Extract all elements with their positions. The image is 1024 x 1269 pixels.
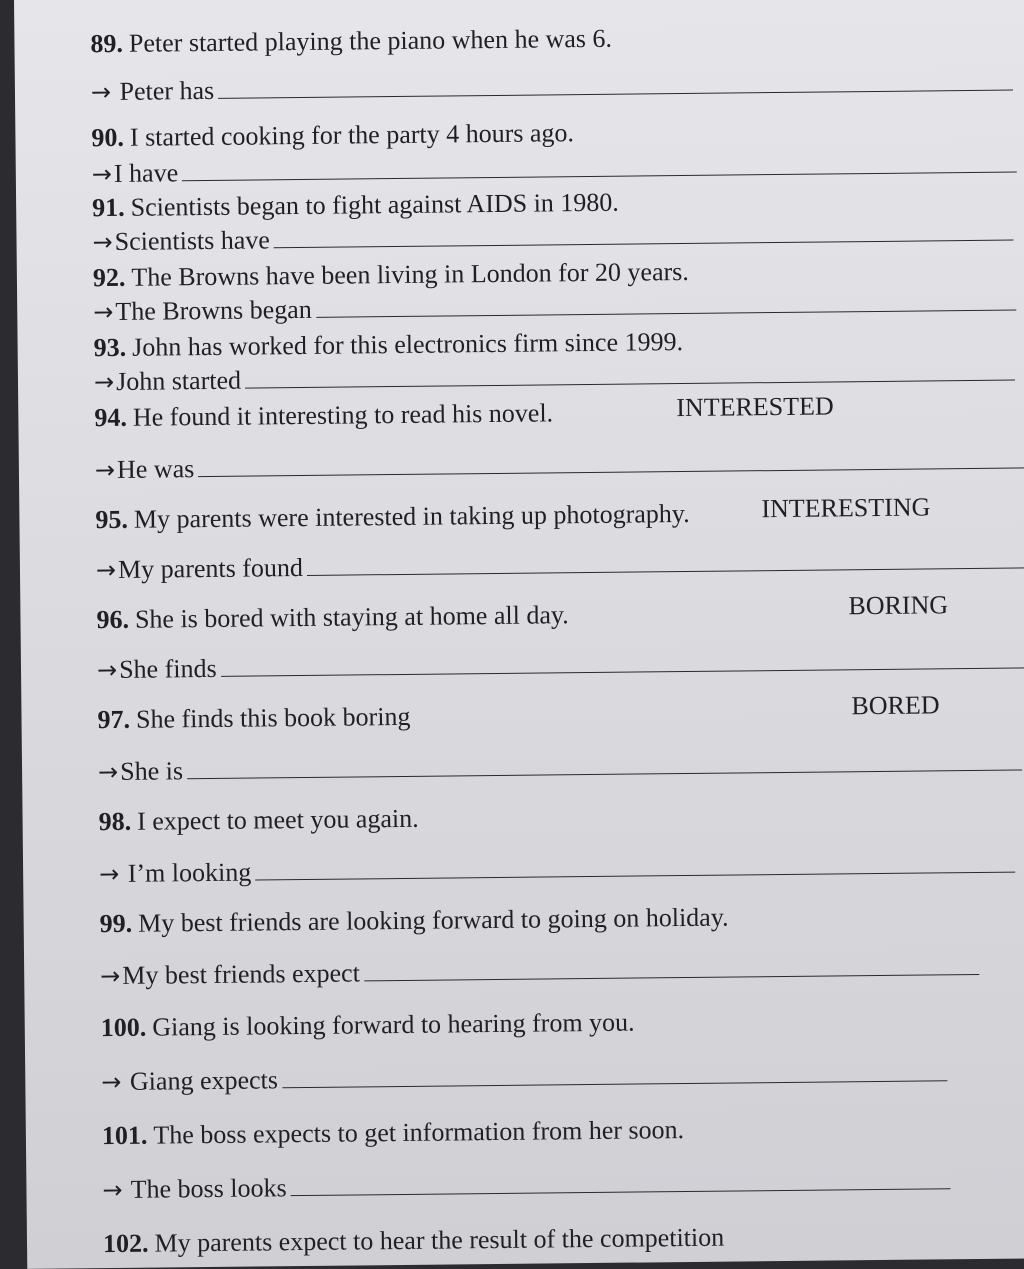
- exercise-92-sentence: 92. The Browns have been living in London for 20 years.: [92, 256, 689, 293]
- exercise-99-answer: →My best friends expect: [100, 952, 979, 991]
- exercise-97-sentence: 97. She finds this book boring: [97, 701, 411, 735]
- arrow-icon: →: [96, 655, 118, 685]
- answer-blank[interactable]: [187, 747, 1022, 779]
- exercise-90-answer: →I have: [92, 150, 1018, 190]
- exercise-97-answer: →She is: [98, 747, 1022, 787]
- answer-blank[interactable]: [364, 952, 979, 981]
- answer-blank[interactable]: [282, 1058, 947, 1088]
- exercise-97-keyword: BORED: [851, 690, 940, 721]
- arrow-icon: →: [102, 1175, 123, 1205]
- answer-blank[interactable]: [307, 545, 1024, 576]
- exercise-92-answer: →The Browns began: [93, 288, 1016, 328]
- answer-blank[interactable]: [182, 150, 1017, 182]
- exercise-90-sentence: 90. I started cooking for the party 4 hours ago.: [91, 118, 575, 153]
- exercise-96-answer: →She finds: [97, 645, 1024, 685]
- answer-blank[interactable]: [274, 218, 1014, 249]
- exercise-95-answer: →My parents found: [96, 545, 1024, 585]
- exercise-95-keyword: INTERESTING: [761, 492, 931, 524]
- answer-blank[interactable]: [255, 850, 1015, 881]
- exercise-94-keyword: INTERESTED: [676, 391, 834, 423]
- arrow-icon: →: [101, 1067, 122, 1097]
- arrow-icon: →: [95, 555, 117, 585]
- arrow-icon: →: [93, 297, 114, 327]
- arrow-icon: →: [99, 859, 120, 889]
- arrow-icon: →: [91, 159, 113, 189]
- exercise-98-sentence: 98. I expect to meet you again.: [98, 803, 419, 837]
- answer-blank[interactable]: [245, 358, 1015, 389]
- exercise-93-sentence: 93. John has worked for this electronics firm since 1999.: [93, 327, 684, 363]
- answer-blank[interactable]: [316, 288, 1016, 318]
- exercise-100-sentence: 100. Giang is looking forward to hearing from you.: [100, 1007, 635, 1043]
- exercise-102-sentence: 102. My parents expect to hear the result of the competition: [102, 1222, 725, 1259]
- exercise-94-answer: →He was: [95, 445, 1024, 485]
- exercise-96-sentence: 96. She is bored with staying at home all day.: [96, 600, 569, 635]
- exercise-95-sentence: 95. My parents were interested in taking up photography.: [95, 498, 690, 535]
- answer-blank[interactable]: [220, 645, 1024, 676]
- answer-blank[interactable]: [290, 1166, 950, 1196]
- arrow-icon: →: [94, 455, 116, 485]
- arrow-icon: →: [92, 227, 113, 257]
- exercise-100-answer: → Giang expects: [101, 1058, 947, 1097]
- exercise-91-sentence: 91. Scientists began to fight against AIDS in 1980.: [92, 187, 619, 223]
- arrow-icon: →: [100, 961, 121, 991]
- arrow-icon: →: [90, 77, 112, 107]
- exercise-99-sentence: 99. My best friends are looking forward to going on holiday.: [99, 902, 729, 939]
- exercise-101-answer: → The boss looks: [102, 1166, 950, 1205]
- exercise-91-answer: →Scientists have: [92, 218, 1014, 258]
- exercise-93-answer: →John started: [94, 358, 1015, 398]
- arrow-icon: →: [97, 757, 119, 787]
- exercise-96-keyword: BORING: [848, 590, 949, 621]
- exercise-89-answer: → Peter has: [91, 68, 1013, 108]
- exercise-89-sentence: 89. Peter started playing the piano when he was 6.: [90, 23, 613, 59]
- answer-blank[interactable]: [218, 68, 1013, 99]
- worksheet-page: [14, 0, 1024, 1269]
- exercise-94-sentence: 94. He found it interesting to read his novel.: [94, 398, 554, 433]
- exercise-101-sentence: 101. The boss expects to get information from her soon.: [101, 1115, 685, 1151]
- arrow-icon: →: [93, 367, 115, 397]
- answer-blank[interactable]: [198, 445, 1024, 477]
- exercise-98-answer: → I’m looking: [99, 850, 1015, 890]
